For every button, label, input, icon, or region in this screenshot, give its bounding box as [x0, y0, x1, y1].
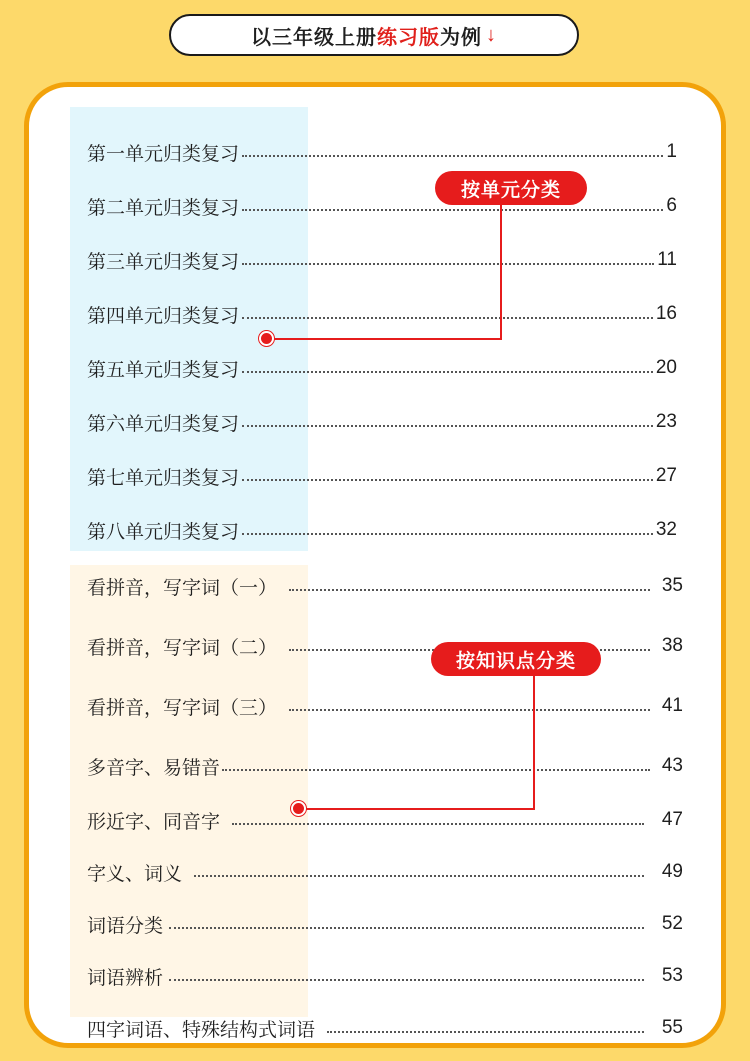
- toc-page: 23: [655, 411, 677, 432]
- toc-row-unit-6[interactable]: [87, 407, 677, 437]
- toc-title: 看拼音，写字词（二）: [87, 637, 278, 659]
- leader-dots: [242, 479, 653, 481]
- leader-dots: [242, 263, 654, 265]
- toc-page: 47: [661, 809, 683, 830]
- toc-page: 11: [657, 249, 677, 270]
- leader-dots: [242, 155, 663, 157]
- toc-card: [24, 82, 726, 1048]
- leader-dots: [169, 927, 644, 929]
- toc-title: 字义、词义: [87, 863, 183, 885]
- header-prefix: 以三年级上册: [251, 26, 377, 49]
- toc-page: 6: [666, 195, 677, 216]
- toc-row-topic-3[interactable]: [87, 691, 683, 721]
- toc-page: 43: [661, 755, 683, 776]
- callout-anchor-dot: [259, 331, 274, 346]
- leader-dots: [242, 317, 653, 319]
- toc-page: 16: [655, 303, 677, 324]
- leader-dots: [222, 769, 650, 771]
- toc-row-unit-8[interactable]: [87, 515, 677, 545]
- toc-title: 多音字、易错音: [87, 757, 221, 779]
- leader-dots: [232, 823, 644, 825]
- toc-title: 形近字、同音字: [87, 811, 221, 833]
- toc-row-unit-3[interactable]: [87, 245, 677, 275]
- leader-dots: [289, 709, 650, 711]
- toc-page: 20: [655, 357, 677, 378]
- leader-dots: [242, 209, 663, 211]
- toc-title: 词语分类: [87, 915, 164, 937]
- header-banner: [169, 14, 579, 56]
- toc-page: 38: [661, 635, 683, 656]
- callout-connector-horizontal: [299, 808, 535, 810]
- callout-connector-horizontal: [269, 338, 502, 340]
- toc-row-unit-1[interactable]: [87, 137, 677, 167]
- down-arrow-icon: ↓: [486, 23, 497, 46]
- toc-row-topic-4[interactable]: [87, 751, 683, 781]
- callout-by-unit: 按单元分类: [435, 171, 587, 205]
- toc-title: 第五单元归类复习: [87, 359, 240, 381]
- leader-dots: [242, 425, 653, 427]
- leader-dots: [242, 371, 653, 373]
- leader-dots: [327, 1031, 644, 1033]
- toc-page: 1: [666, 141, 677, 162]
- toc-page: 55: [661, 1017, 683, 1038]
- leader-dots: [169, 979, 644, 981]
- toc-row-unit-5[interactable]: [87, 353, 677, 383]
- toc-row-unit-2[interactable]: [87, 191, 677, 221]
- toc-row-topic-6[interactable]: [87, 857, 683, 887]
- toc-page: 35: [661, 575, 683, 596]
- callout-connector-vertical: [500, 204, 502, 339]
- toc-row-topic-9[interactable]: [87, 1013, 683, 1043]
- toc-title: 四字词语、特殊结构式词语: [87, 1019, 316, 1041]
- toc-title: 第三单元归类复习: [87, 251, 240, 273]
- toc-title: 第六单元归类复习: [87, 413, 240, 435]
- toc-title: 第一单元归类复习: [87, 143, 240, 165]
- toc-page: 27: [655, 465, 677, 486]
- toc-title: 第七单元归类复习: [87, 467, 240, 489]
- toc-title: 看拼音，写字词（三）: [87, 697, 278, 719]
- toc-title: 词语辨析: [87, 967, 164, 989]
- toc-row-unit-7[interactable]: [87, 461, 677, 491]
- toc-title: 第二单元归类复习: [87, 197, 240, 219]
- toc-row-unit-4[interactable]: [87, 299, 677, 329]
- callout-anchor-dot: [291, 801, 306, 816]
- header-highlight: 练习版: [377, 26, 440, 49]
- toc-row-topic-7[interactable]: [87, 909, 683, 939]
- leader-dots: [194, 875, 644, 877]
- toc-page: 53: [661, 965, 683, 986]
- callout-by-knowledge: 按知识点分类: [431, 642, 601, 676]
- leader-dots: [242, 533, 653, 535]
- toc-page: 32: [655, 519, 677, 540]
- callout-connector-vertical: [533, 675, 535, 810]
- header-suffix: 为例: [440, 26, 482, 49]
- toc-page: 49: [661, 861, 683, 882]
- toc-row-topic-1[interactable]: [87, 571, 683, 601]
- toc-title: 第四单元归类复习: [87, 305, 240, 327]
- leader-dots: [289, 589, 650, 591]
- toc-page: 52: [661, 913, 683, 934]
- toc-title: 第八单元归类复习: [87, 521, 240, 543]
- toc-page: 41: [661, 695, 683, 716]
- toc-title: 看拼音，写字词（一）: [87, 577, 278, 599]
- toc-row-topic-8[interactable]: [87, 961, 683, 991]
